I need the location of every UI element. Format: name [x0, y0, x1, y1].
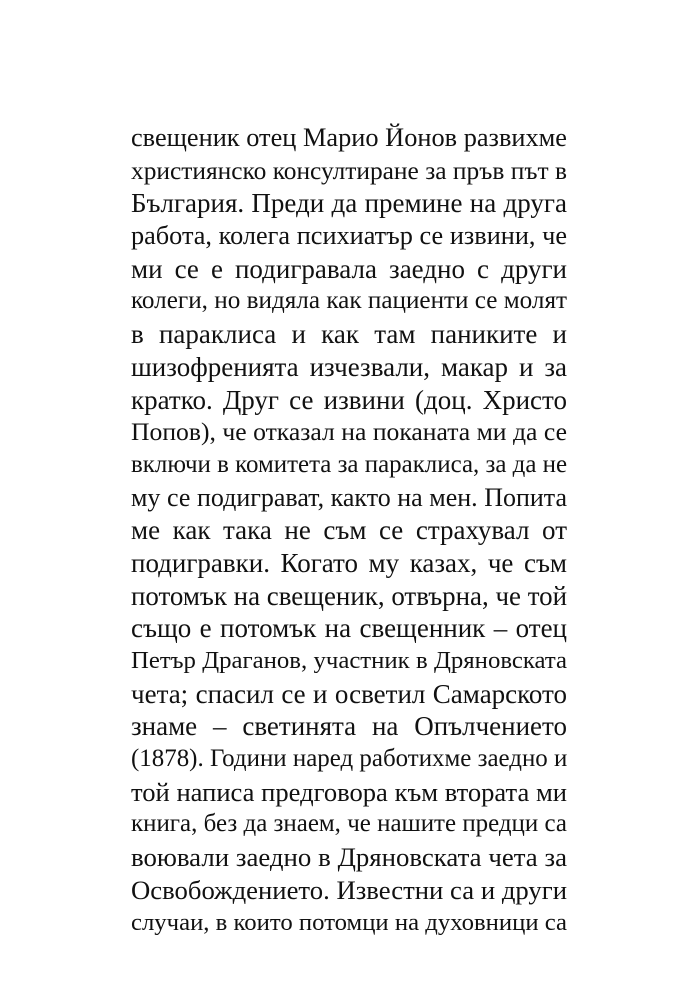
text-line: книга, без да знаем, че нашите предци са	[131, 810, 567, 838]
text-line: свещеник отец Марио Йонов развихме	[131, 123, 567, 152]
text-line: работа, колега психиатър се извини, че	[131, 221, 567, 251]
text-line: християнско консултиране за пръв път в	[131, 156, 567, 185]
text-line: ми се е подигравала заедно с други	[131, 253, 567, 284]
text-line: подигравки. Когато му казах, че съм	[131, 547, 567, 578]
text-line: Попов), че отказал на поканата ми да се	[131, 417, 567, 447]
text-line: знаме – светинята на Опълчението	[131, 711, 567, 742]
text-line: България. Преди да премине на друга	[131, 188, 567, 219]
text-line: той написа предговора към втората ми	[131, 776, 567, 807]
text-line: му се подиграват, както на мен. Попита	[131, 482, 567, 512]
text-line: Петър Драганов, участник в Дряновската	[131, 647, 567, 674]
text-line: потомък на свещеник, отвърна, че той	[131, 580, 567, 611]
text-line: воювали заедно в Дряновската чета за	[131, 842, 567, 873]
text-line: шизофренията изчезвали, макар и за	[131, 351, 567, 382]
text-line: колеги, но видяла как пациенти се молят	[131, 287, 567, 315]
text-line: чета; спасил се и осветил Самарското	[131, 678, 567, 709]
text-line: Освобождението. Известни са и други	[131, 874, 567, 905]
text-line: ме как така не съм се страхувал от	[131, 515, 567, 546]
text-line: случаи, в които потомци на духовници са	[131, 908, 567, 936]
text-line: също е потомък на свещенник – отец	[131, 613, 567, 644]
body-text	[131, 122, 567, 939]
text-line: (1878). Години наред работихме заедно и	[131, 745, 568, 773]
text-line: кратко. Друг се извини (доц. Христо	[131, 384, 567, 415]
text-line: в параклиса и как там паниките и	[131, 319, 567, 350]
text-line: включи в комитета за параклиса, за да не	[131, 450, 568, 478]
